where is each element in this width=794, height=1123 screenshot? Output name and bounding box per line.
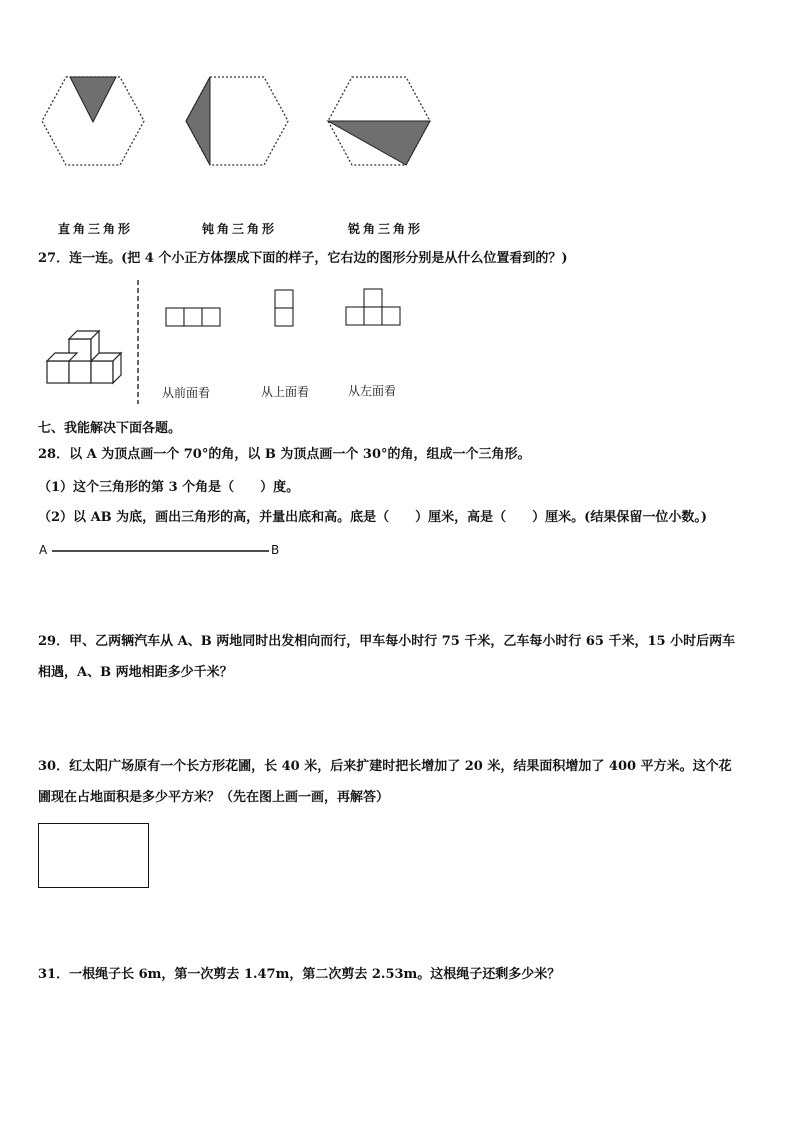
label-top-view: 从上面看 <box>261 385 310 399</box>
hexagon-right-triangle <box>40 74 146 168</box>
left-view-shape <box>345 288 401 327</box>
question-28-part-2: （2）以 AB 为底，画出三角形的高，并量出底和高。底是（ ）厘米，高是（ ）厘米。(结果保留一位小数。) <box>38 510 707 525</box>
top-view-shape <box>274 289 294 327</box>
hexagon-obtuse-triangle <box>184 74 290 168</box>
question-30-line-1: 30．红太阳广场原有一个长方形花圃，长 40 米，后来扩建时把长增加了 20 米，结果面积增加了 400 平方米。这个花 <box>38 759 732 774</box>
question-31: 31．一根绳子长 6m，第一次剪去 1.47m，第二次剪去 2.53m。这根绳子还剩多少米？ <box>38 967 561 982</box>
section-heading: 七、我能解决下面各题。 <box>38 421 182 436</box>
hexagon-acute-triangle <box>326 74 432 168</box>
dashed-divider <box>136 280 140 404</box>
caption-acute-triangle: 锐角三角形 <box>348 222 424 236</box>
flowerbed-rectangle <box>38 823 149 888</box>
segment-ab <box>52 549 270 553</box>
question-28-part-1: （1）这个三角形的第 3 个角是（ ）度。 <box>38 480 300 495</box>
question-29-line-2: 相遇，A、B 两地相距多少千米？ <box>38 665 233 680</box>
caption-right-triangle: 直角三角形 <box>58 222 134 236</box>
question-29-line-1: 29．甲、乙两辆汽车从 A、B 两地同时出发相向而行，甲车每小时行 75 千米，乙车每小时行 65 千米，15 小时后两车 <box>38 634 736 649</box>
front-view-shape <box>165 307 221 327</box>
point-b-label: B <box>271 543 280 557</box>
question-27: 27．连一连。(把 4 个小正方体摆成下面的样子，它右边的图形分别是从什么位置看到的？) <box>38 251 568 266</box>
cube-stack-figure <box>44 322 124 386</box>
question-28: 28．以 A 为顶点画一个 70°的角，以 B 为顶点画一个 30°的角，组成一个三角形。 <box>38 447 531 462</box>
label-left-view: 从左面看 <box>348 384 397 398</box>
caption-obtuse-triangle: 钝角三角形 <box>202 222 278 236</box>
question-30-line-2: 圃现在占地面积是多少平方米？（先在图上画一画，再解答） <box>38 790 390 805</box>
point-a-label: A <box>39 543 48 557</box>
label-front-view: 从前面看 <box>162 386 211 400</box>
